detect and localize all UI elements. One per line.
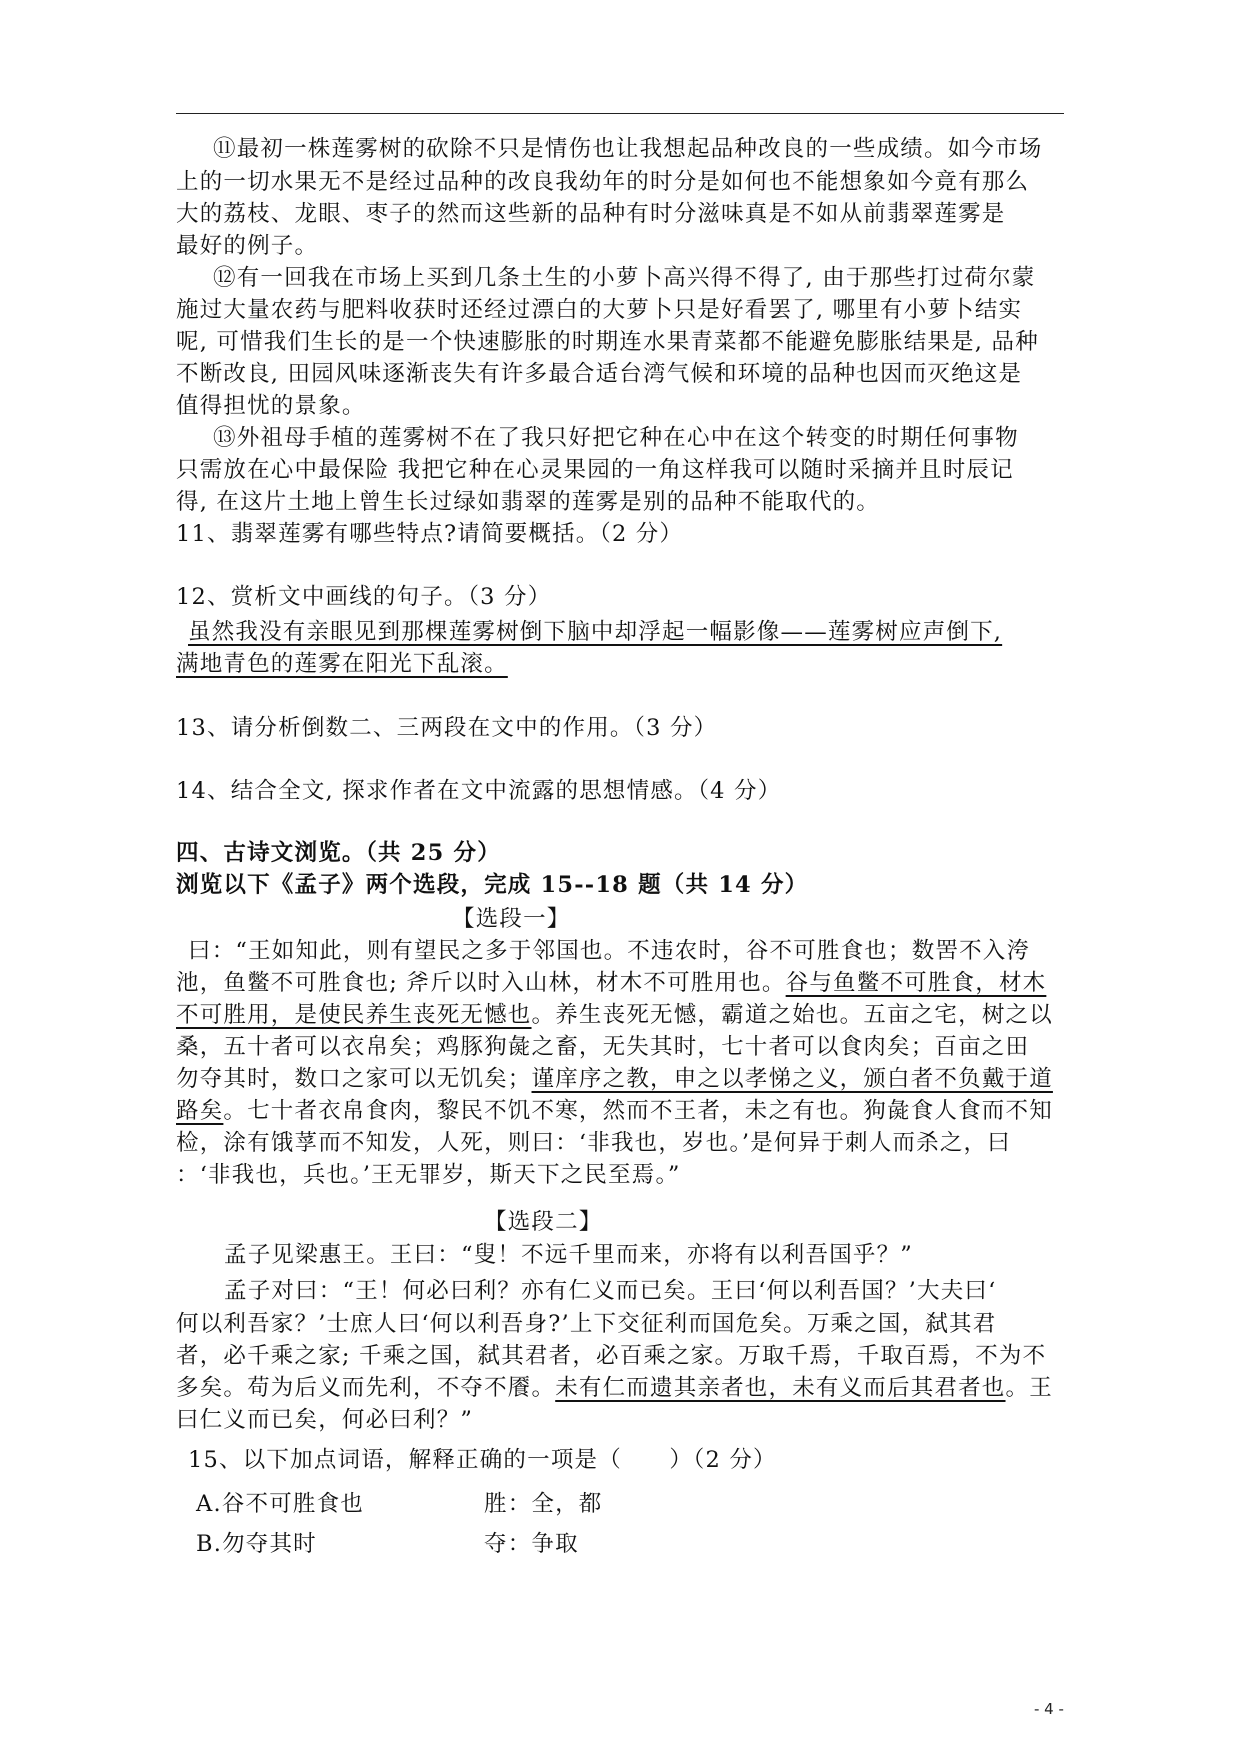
para11-line3: 大的荔枝、龙眼、枣子的然而这些新的品种有时分滋味真是不如从前翡翠莲雾是 [176,201,1006,227]
excerpt2-line5-text: 多矣。苟为后义而先利，不夺不餍。 [176,1375,556,1401]
excerpt1-line3-text: 。养生丧死无憾，霸道之始也。五亩之宅，树之以 [531,1002,1053,1028]
para13-line2: 只需放在心中最保险 我把它种在心灵果园的一角这样我可以随时采摘并且时辰记 [176,457,1014,483]
excerpt1-line2 [176,967,1046,999]
question-11: 11、翡翠莲雾有哪些特点?请简要概括。（2 分） [176,521,684,547]
option-b-definition: 夺：争取 [484,1531,579,1557]
page-number: - 4 - [1034,1700,1064,1718]
excerpt1-underlined-2a: 谨庠序之教，申之以孝悌之义，颁白者不负戴于道 [531,1066,1053,1092]
excerpt1-line5 [176,1063,1053,1095]
question-15: 15、以下加点词语，解释正确的一项是（ ）（2 分） [188,1447,777,1473]
question-13: 13、请分析倒数二、三两段在文中的作用。（3 分） [176,715,718,741]
excerpt1-underlined-1a: 谷与鱼鳖不可胜食，材木 [785,970,1047,996]
para13-line3: 得, 在这片土地上曾生长过绿如翡翠的莲雾是别的品种不能取代的。 [176,489,881,515]
para12-line5: 值得担忧的景象。 [176,393,366,419]
excerpt1-underlined-1b: 不可胜用，是使民养生丧死无憾也 [176,1002,532,1028]
section-title: 四、古诗文浏览。（共 25 分） [176,840,501,866]
excerpt1-line1: 曰：“王如知此，则有望民之多于邻国也。不违农时，谷不可胜食也；数罟不入洿 [188,938,1031,964]
option-a-word: A.谷不可胜食也 [196,1491,365,1517]
question-12: 12、赏析文中画线的句子。（3 分） [176,584,552,610]
question-14: 14、结合全文, 探求作者在文中流露的思想情感。（4 分） [176,778,782,804]
excerpt1-line4: 桑，五十者可以衣帛矣；鸡豚狗彘之畜，无失其时，七十者可以食肉矣；百亩之田 [176,1034,1030,1060]
excerpt2-line1: 孟子见梁惠王。王曰：“叟！不远千里而来，亦将有以利吾国乎？” [224,1242,914,1268]
para11-line1: ⑪最初一株莲雾树的砍除不只是情伤也让我想起品种改良的一些成绩。如今市场 [213,136,1043,162]
excerpt2-line5-end: 。王 [1005,1375,1053,1401]
excerpt2-title: 【选段二】 [484,1209,603,1235]
para12-line3: 呢, 可惜我们生长的是一个快速膨胀的时期连水果青菜都不能避免膨胀结果是, 品种 [176,329,1039,355]
excerpt2-line4: 者，必千乘之家; 千乘之国，弑其君者，必百乘之家。万取千焉，千取百焉，不为不 [176,1343,1047,1369]
excerpt2-line2: 孟子对曰：“王！何必曰利？亦有仁义而已矣。王曰‘何以利吾国？’大夫曰‘ [224,1278,997,1304]
excerpt1-line8: ：‘非我也，兵也。’王无罪岁，斯天下之民至焉。” [176,1162,681,1188]
excerpt1-line7: 检，涂有饿莩而不知发，人死，则曰：‘非我也，岁也。’是何异于刺人而杀之，曰 [176,1130,1011,1156]
header-rule [176,113,1064,114]
para12-line4: 不断改良, 田园风味逐渐丧失有许多最合适台湾气候和环境的品种也因而灭绝这是 [176,361,1023,387]
para12-line2: 施过大量农药与肥料收获时还经过漂白的大萝卜只是好看罢了, 哪里有小萝卜结实 [176,297,1023,323]
option-b-word: B.勿夺其时 [196,1531,317,1557]
excerpt1-line6 [176,1095,1053,1127]
excerpt1-line6-text: 。七十者衣帛食肉，黎民不饥不寒，然而不王者，未之有也。狗彘食人食而不知 [223,1098,1053,1124]
excerpt1-underlined-2b: 路矣 [176,1098,224,1124]
para12-line1: ⑫有一回我在市场上买到几条土生的小萝卜高兴得不得了, 由于那些打过荷尔蒙 [213,265,1036,291]
excerpt1-title: 【选段一】 [452,906,571,932]
para11-line4: 最好的例子。 [176,233,319,259]
option-a-definition: 胜：全，都 [484,1491,603,1517]
excerpt1-line2-text: 池，鱼鳖不可胜食也; 斧斤以时入山林，材木不可胜用也。 [176,970,786,996]
excerpt1-line5-text: 勿夺其时，数口之家可以无饥矣； [176,1066,532,1092]
excerpt1-line3 [176,999,1053,1031]
question-12-quote-line2: 满地青色的莲雾在阳光下乱滚。 [176,651,508,677]
excerpt2-line6: 曰仁义而已矣，何必曰利？” [176,1407,474,1433]
question-12-quote-line1: 虽然我没有亲眼见到那棵莲雾树倒下脑中却浮起一幅影像——莲雾树应声倒下, [188,619,1003,645]
excerpt2-line5 [176,1372,1053,1404]
para13-line1: ⑬外祖母手植的莲雾树不在了我只好把它种在心中在这个转变的时期任何事物 [213,425,1019,451]
excerpt2-underlined: 未有仁而遗其亲者也，未有义而后其君者也 [555,1375,1006,1401]
section-subtitle: 浏览以下《孟子》两个选段，完成 15--18 题（共 14 分） [176,872,809,898]
excerpt2-line3: 何以利吾家？’士庶人曰‘何以利吾身?’上下交征利而国危矣。万乘之国，弑其君 [176,1311,997,1337]
para11-line2: 上的一切水果无不是经过品种的改良我幼年的时分是如何也不能想象如今竟有那么 [176,169,1030,195]
